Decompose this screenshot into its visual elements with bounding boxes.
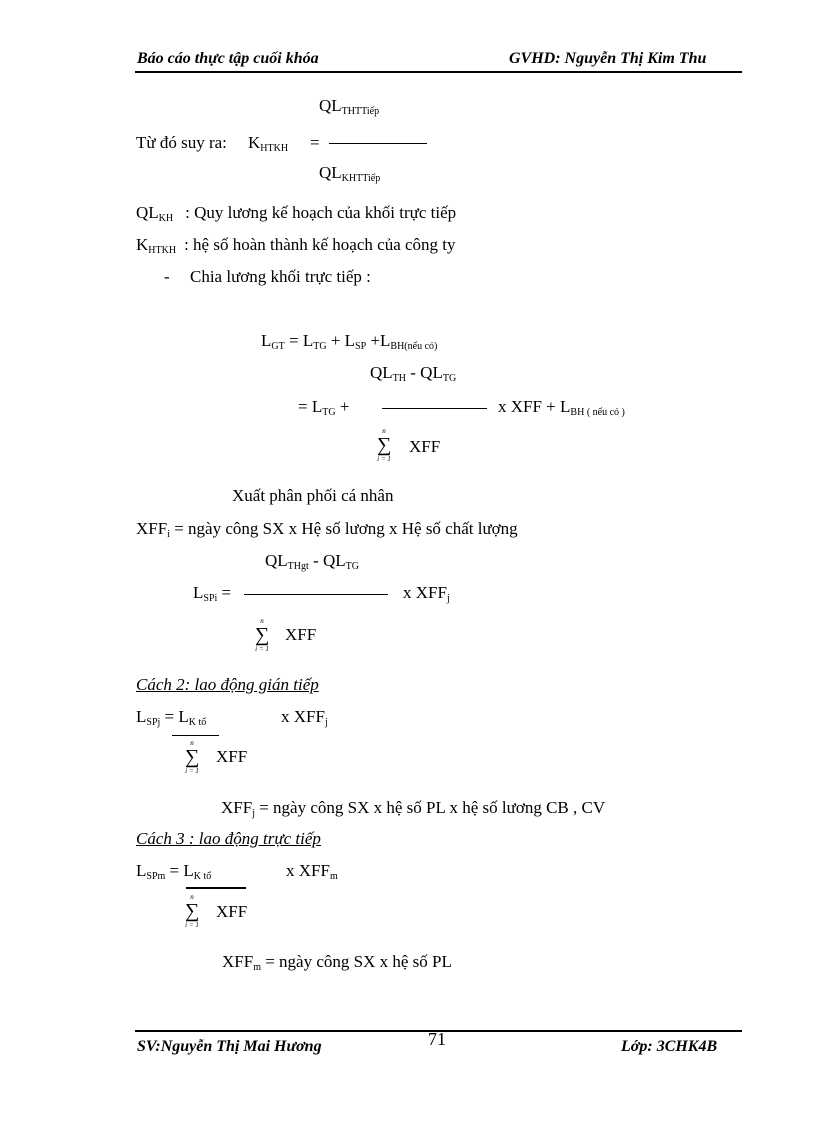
cach3-denominator: XFF (216, 902, 248, 921)
f1-equals: = (310, 133, 320, 152)
f3-rhs: x $XFF_j$ (403, 583, 450, 604)
f3-numerator: $QL_{THgt} - QL_{TG}$ (265, 551, 359, 572)
f2-rhs: x XFF + $L_{BH ( nếu có )}$ (498, 397, 625, 418)
f1-fraction-bar (329, 143, 427, 144)
header-right: GVHD: Nguyễn Thị Kim Thu (509, 50, 707, 67)
xff-i-definition: $XFF_i$ = ngày công SX x Hệ số lương x Hệ số chất lượng (136, 519, 518, 540)
f2-lhs: = $L_{TG}$ + (298, 397, 350, 418)
bullet-text: Chia lương khối trực tiếp : (190, 267, 371, 286)
f3-lhs: $L_{SPi}$ = (193, 583, 232, 604)
cach2-fraction-bar (172, 735, 219, 736)
header-rule (135, 71, 742, 73)
cach3-xffm-definition: $XFF_m$ = ngày công SX x hệ số PL (222, 952, 452, 973)
f3-sigma: n ∑ i = 1 (255, 617, 270, 653)
footer-left: SV:Nguyễn Thị Mai Hương (137, 1038, 322, 1055)
def-khtkh: $K_{HTKH}$ : hệ số hoàn thành kế hoạch của công ty (136, 235, 456, 256)
cach3-lhs: $L_{SPm} = L_{K tổ}$ (136, 861, 212, 882)
cach2-lhs: $L_{SPj} = L_{K tổ}$ (136, 707, 207, 728)
f2-fraction-bar (382, 408, 487, 409)
f1-numerator: $QL_{THTTiếp}$ (319, 96, 380, 117)
cach3-sigma: n ∑ i = 1 (185, 893, 200, 929)
f3-fraction-bar (244, 594, 388, 595)
f2-sigma: n ∑ i = 1 (377, 427, 392, 463)
f1-lhs: $K_{HTKH}$ (248, 133, 289, 154)
f2-line1: $L_{GT} = L_{TG} + L_{SP} +L_{BH(nếu có)}$ (261, 331, 438, 352)
f2-numerator: $QL_{TH} - QL_{TG}$ (370, 363, 457, 384)
cach2-heading: Cách 2: lao động gián tiếp (136, 675, 319, 694)
xuat-heading: Xuất phân phối cá nhân (232, 486, 394, 505)
f2-denominator: XFF (409, 437, 441, 456)
f1-prefix: Từ đó suy ra: (136, 133, 227, 152)
cach2-denominator: XFF (216, 747, 248, 766)
cach3-fraction-bar (186, 887, 246, 889)
cach2-rhs: x $XFF_j$ (281, 707, 328, 728)
f1-denominator: $QL_{KHTTiếp}$ (319, 163, 381, 184)
def-qlkh: $QL_{KH}$ : Quy lương kế hoạch của khối trực tiếp (136, 203, 457, 224)
cach2-sigma: n ∑ i = 1 (185, 739, 200, 775)
cach2-xffj-definition: $XFF_j$ = ngày công SX x hệ số PL x hệ số lương CB , CV (221, 798, 606, 819)
footer-right: Lớp: 3CHK4B (621, 1038, 718, 1055)
header-left: Báo cáo thực tập cuối khóa (137, 50, 319, 67)
page-number: 71 (428, 1029, 446, 1049)
cach3-heading: Cách 3 : lao động trực tiếp (136, 829, 321, 848)
f3-denominator: XFF (285, 625, 317, 644)
cach3-rhs: x $XFF_m$ (286, 861, 338, 882)
bullet-dash: - (164, 267, 170, 286)
